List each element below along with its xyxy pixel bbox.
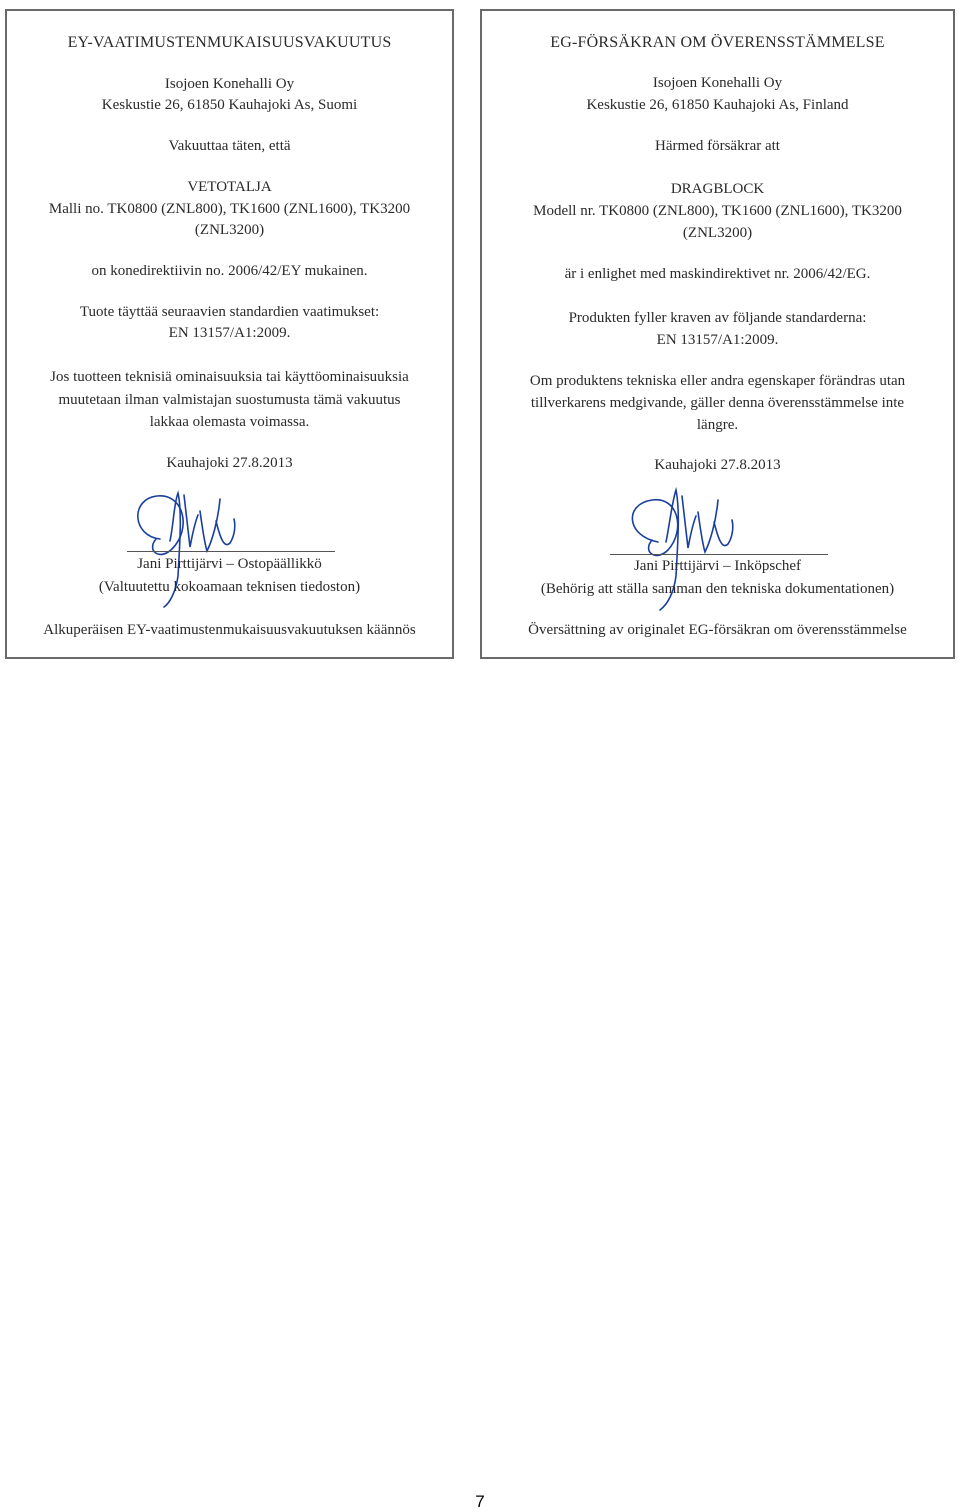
validity-text: tillverkarens medgivande, gäller denna överensstämmelse inte [530,395,905,411]
validity-text: Jos tuotteen teknisiä ominaisuuksia tai käyttöominaisuuksia [50,369,409,385]
translation-footer: Översättning av originalet EG-försäkran om överensstämmelse [528,622,907,638]
declares-text: Härmed försäkrar att [655,138,780,154]
model-line: Malli no. TK0800 (ZNL800), TK1600 (ZNL1600), TK3200 [48,201,411,217]
standards-intro: Tuote täyttää seuraavien standardien vaatimukset: [79,304,380,320]
place-date: Kauhajoki 27.8.2013 [166,455,293,471]
page-number: 7 [475,1492,485,1511]
signatory-name: Jani Pirttijärvi – Ostopäällikkö [137,556,322,572]
document-title: EG-FÖRSÄKRAN OM ÖVERENSSTÄMMELSE [550,34,885,51]
validity-text: lakkaa olemasta voimassa. [149,414,310,430]
company-name: Isojoen Konehalli Oy [164,76,295,92]
signature-line [127,551,335,552]
authorization-text: (Valtuutettu kokoamaan teknisen tiedoston) [98,579,361,595]
place-date: Kauhajoki 27.8.2013 [654,457,781,473]
validity-text: Om produktens tekniska eller andra egenskaper förändras utan [529,373,906,389]
standards-intro: Produkten fyller kraven av följande standarderna: [568,310,867,326]
declaration-swedish [480,9,955,659]
company-name: Isojoen Konehalli Oy [652,75,783,91]
model-line: (ZNL3200) [682,225,753,241]
standard-reference: EN 13157/A1:2009. [168,325,291,341]
standard-reference: EN 13157/A1:2009. [656,332,779,348]
validity-text: längre. [696,417,739,433]
product-name: VETOTALJA [187,179,272,195]
validity-text: muutetaan ilman valmistajan suostumusta tämä vakuutus [58,392,401,408]
model-line: Modell nr. TK0800 (ZNL800), TK1600 (ZNL1600), TK3200 [533,203,902,219]
signatory-name: Jani Pirttijärvi – Inköpschef [633,558,802,574]
company-address: Keskustie 26, 61850 Kauhajoki As, Finland [586,97,849,113]
document-title: EY-VAATIMUSTENMUKAISUUSVAKUUTUS [67,34,392,51]
directive-text: är i enlighet med maskindirektivet nr. 2006/42/EG. [564,266,871,282]
authorization-text: (Behörig att ställa samman den tekniska dokumentationen) [540,581,895,597]
declares-text: Vakuuttaa täten, että [168,138,291,154]
company-address: Keskustie 26, 61850 Kauhajoki As, Suomi [101,97,358,113]
model-line: (ZNL3200) [194,222,265,238]
declaration-finnish [5,9,454,659]
signature-line [610,554,828,555]
product-name: DRAGBLOCK [670,181,765,197]
translation-footer: Alkuperäisen EY-vaatimustenmukaisuusvakuutuksen käännös [43,622,416,638]
directive-text: on konedirektiivin no. 2006/42/EY mukainen. [91,263,368,279]
